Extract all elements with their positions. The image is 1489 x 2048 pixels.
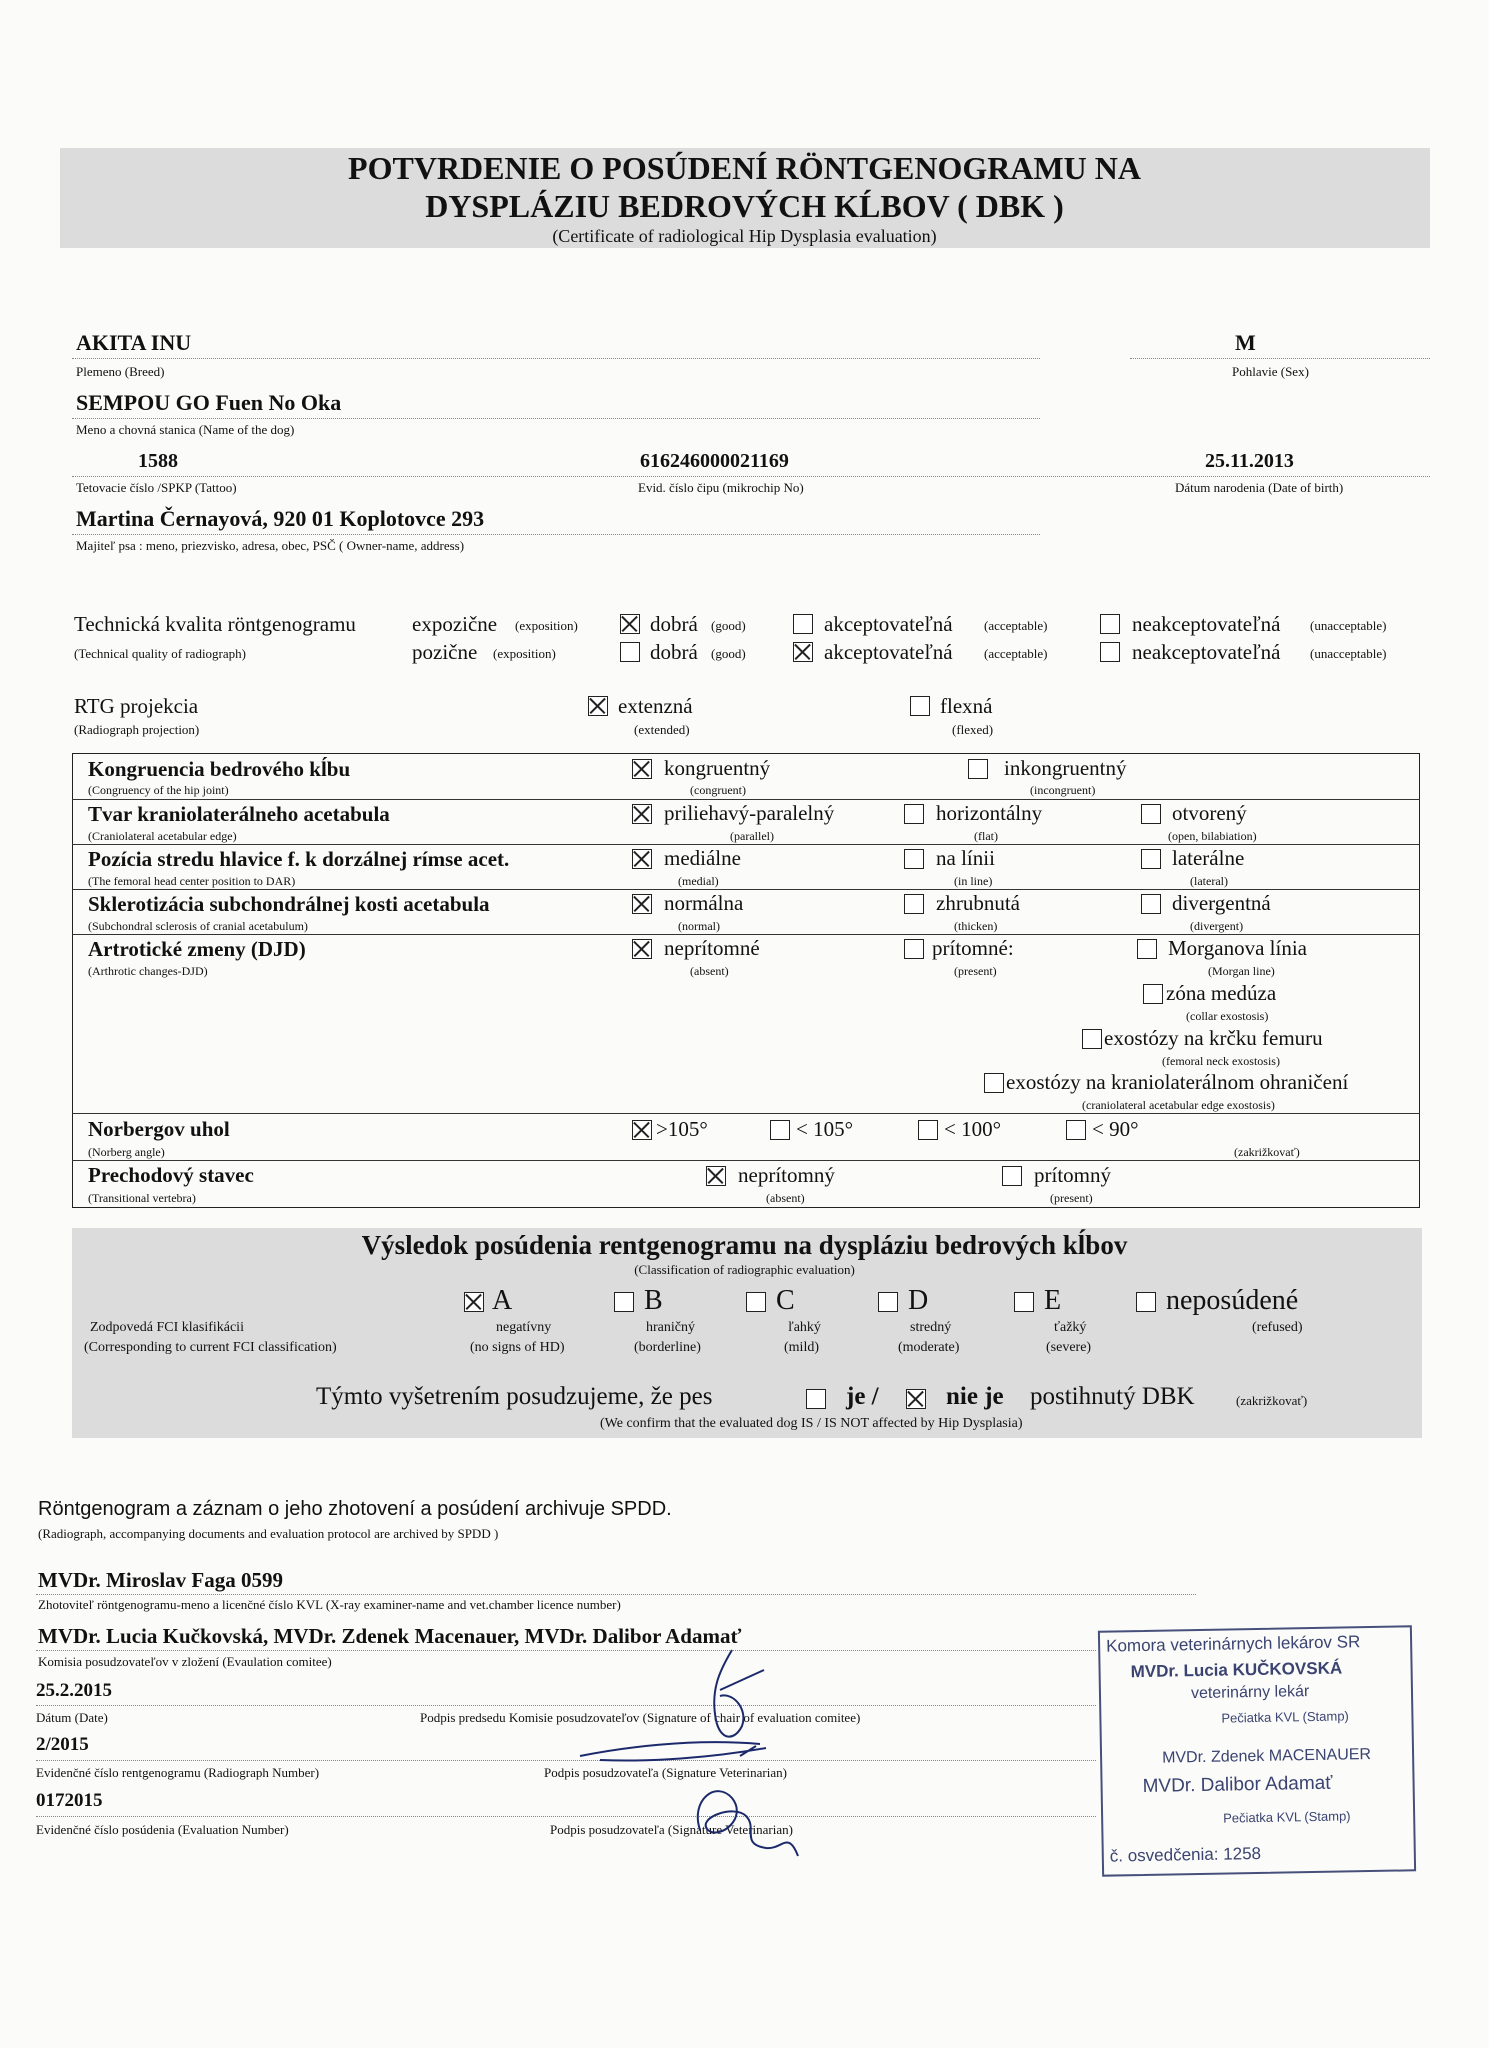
divider bbox=[72, 534, 1040, 535]
grade-e-desc-en: (severe) bbox=[1046, 1340, 1092, 1355]
inline-label: na línii bbox=[936, 846, 995, 870]
owner-value: Martina Černayová, 920 01 Koplotovce 293 bbox=[76, 506, 485, 531]
norberg-note: (zakrižkovať) bbox=[1234, 1145, 1300, 1159]
sclerosis-en: (Subchondral sclerosis of cranial acetabulum) bbox=[88, 919, 308, 933]
projection-label: RTG projekcia bbox=[74, 694, 199, 718]
result-title: Výsledok posúdenia rentgenogramu na dyspláziu bedrových kĺbov bbox=[361, 1230, 1128, 1260]
archive-text-en: (Radiograph, accompanying documents and evaluation protocol are archived by SPDD ) bbox=[38, 1526, 499, 1541]
grade-e-checkbox[interactable] bbox=[1014, 1292, 1034, 1312]
page-subtitle: (Certificate of radiological Hip Dysplasia evaluation) bbox=[552, 226, 937, 246]
djd-absent-label: neprítomné bbox=[664, 936, 760, 960]
expo-good-en: (good) bbox=[711, 618, 746, 633]
grade-d-label: D bbox=[908, 1285, 929, 1316]
congruency-label: Kongruencia bedrového kĺbu bbox=[88, 757, 351, 781]
vertebra-absent-en: (absent) bbox=[766, 1191, 805, 1205]
stamp-line-6: MVDr. Dalibor Adamať bbox=[1142, 1772, 1333, 1798]
pos-acceptable-label: akceptovateľná bbox=[824, 640, 953, 664]
parallel-en: (parallel) bbox=[730, 829, 774, 843]
incongruent-en: (incongruent) bbox=[1030, 783, 1096, 797]
thicken-checkbox[interactable] bbox=[904, 894, 924, 914]
femoral-head-en: (The femoral head center position to DAR) bbox=[88, 874, 296, 888]
incongruent-checkbox[interactable] bbox=[968, 759, 988, 779]
confirm-text: Týmto vyšetrením posudzujeme, že pes bbox=[316, 1383, 713, 1410]
femoral-neck-en: (femoral neck exostosis) bbox=[1162, 1054, 1280, 1068]
djd-label: Artrotické zmeny (DJD) bbox=[88, 937, 306, 961]
chip-label: Evid. číslo čipu (mikrochip No) bbox=[638, 480, 804, 495]
commission-label: Komisia posudzovateľov v zložení (Evaulation comitee) bbox=[38, 1654, 332, 1669]
vet1-signature-label: Podpis posudzovateľa (Signature Veterinarian) bbox=[544, 1765, 787, 1780]
fci-label: Zodpovedá FCI klasifikácii bbox=[90, 1320, 244, 1335]
vertebra-present-checkbox[interactable] bbox=[1002, 1166, 1022, 1186]
flat-checkbox[interactable] bbox=[904, 804, 924, 824]
expo-acceptable-checkbox[interactable] bbox=[793, 614, 813, 634]
collar-exostosis-en: (collar exostosis) bbox=[1186, 1009, 1269, 1023]
djd-present-label: prítomné: bbox=[932, 936, 1014, 960]
normal-checkbox[interactable] bbox=[632, 894, 652, 914]
collar-exostosis-checkbox[interactable] bbox=[1143, 984, 1163, 1004]
exposition-label: expozične bbox=[412, 612, 498, 636]
tattoo-label: Tetovacie číslo /SPKP (Tattoo) bbox=[76, 480, 237, 495]
result-title-en: (Classification of radiographic evaluation) bbox=[634, 1262, 855, 1277]
grade-b-desc-en: (borderline) bbox=[634, 1340, 701, 1355]
chip-value: 616246000021169 bbox=[640, 450, 789, 472]
parallel-label: priliehavý-paralelný bbox=[664, 801, 835, 825]
flat-label: horizontálny bbox=[936, 801, 1043, 825]
extended-en: (extended) bbox=[634, 722, 690, 737]
table-row-divider bbox=[72, 844, 1420, 845]
stamp-line-1: Komora veterinárnych lekárov SR bbox=[1105, 1632, 1361, 1656]
page-title-2: DYSPLÁZIU BEDROVÝCH KĹBOV ( DBK ) bbox=[425, 188, 1064, 224]
expo-good-label: dobrá bbox=[650, 612, 698, 636]
parallel-checkbox[interactable] bbox=[632, 804, 652, 824]
morgan-line-en: (Morgan line) bbox=[1208, 964, 1275, 978]
grade-d-desc-en: (moderate) bbox=[898, 1340, 960, 1355]
vet1-signature bbox=[580, 1742, 766, 1760]
stamp-line-3: veterinárny lekár bbox=[1190, 1683, 1310, 1703]
sclerosis-label: Sklerotizácia subchondrálnej kosti acetabula bbox=[88, 892, 490, 916]
sex-value: M bbox=[1235, 330, 1256, 355]
grade-d-checkbox[interactable] bbox=[878, 1292, 898, 1312]
acetabular-edge-checkbox[interactable] bbox=[984, 1073, 1004, 1093]
expo-good-checkbox[interactable] bbox=[620, 614, 640, 634]
vertebra-absent-checkbox[interactable] bbox=[706, 1166, 726, 1186]
breed-label: Plemeno (Breed) bbox=[76, 364, 165, 379]
djd-present-en: (present) bbox=[954, 964, 997, 978]
pos-acceptable-en: (acceptable) bbox=[984, 646, 1048, 661]
page-title: POTVRDENIE O POSÚDENÍ RÖNTGENOGRAMU NA bbox=[348, 150, 1141, 186]
signatures bbox=[520, 1630, 900, 1870]
norberg-over-105-checkbox[interactable] bbox=[632, 1120, 652, 1140]
table-row-divider bbox=[72, 1113, 1420, 1114]
confirm-text-en: (We confirm that the evaluated dog IS / IS NOT affected by Hip Dysplasia) bbox=[600, 1416, 1023, 1431]
femoral-neck-label: exostózy na krčku femuru bbox=[1104, 1026, 1323, 1050]
grade-c-label: C bbox=[776, 1285, 795, 1316]
grade-b-checkbox[interactable] bbox=[614, 1292, 634, 1312]
norberg-en: (Norberg angle) bbox=[88, 1145, 165, 1159]
djd-absent-en: (absent) bbox=[690, 964, 729, 978]
flexed-label: flexná bbox=[940, 694, 993, 718]
dog-name-label: Meno a chovná stanica (Name of the dog) bbox=[76, 422, 295, 437]
projection-label-en: (Radiograph projection) bbox=[74, 722, 200, 737]
medial-label: mediálne bbox=[664, 846, 741, 870]
flexed-checkbox[interactable] bbox=[910, 696, 930, 716]
grade-e-desc: ťažký bbox=[1054, 1320, 1087, 1335]
stamp-line-8: č. osvedčenia: 1258 bbox=[1109, 1843, 1262, 1866]
congruent-en: (congruent) bbox=[690, 783, 746, 797]
morgan-line-checkbox[interactable] bbox=[1137, 939, 1157, 959]
transitional-vertebra-en: (Transitional vertebra) bbox=[88, 1191, 196, 1205]
chamber-stamp bbox=[1098, 1625, 1416, 1876]
transitional-vertebra-label: Prechodový stavec bbox=[88, 1163, 254, 1187]
djd-absent-checkbox[interactable] bbox=[632, 939, 652, 959]
divergent-checkbox[interactable] bbox=[1141, 894, 1161, 914]
extended-checkbox[interactable] bbox=[588, 696, 608, 716]
medial-checkbox[interactable] bbox=[632, 849, 652, 869]
norberg-under-105-checkbox[interactable] bbox=[770, 1120, 790, 1140]
grade-a-label: A bbox=[492, 1285, 513, 1316]
evaluation-number-label: Evidenčné číslo posúdenia (Evaluation Number) bbox=[36, 1822, 289, 1837]
tattoo-value: 1588 bbox=[138, 450, 178, 472]
refused-desc-en: (refused) bbox=[1252, 1320, 1303, 1335]
djd-present-checkbox[interactable] bbox=[904, 939, 924, 959]
norberg-under-105-label: < 105° bbox=[796, 1117, 853, 1141]
norberg-under-90-checkbox[interactable] bbox=[1066, 1120, 1086, 1140]
grade-d-desc: stredný bbox=[910, 1320, 952, 1335]
position-label: pozične bbox=[412, 640, 478, 664]
refused-checkbox[interactable] bbox=[1136, 1292, 1156, 1312]
owner-label: Majiteľ psa : meno, priezvisko, adresa, obec, PSČ ( Owner-name, address) bbox=[76, 538, 465, 553]
stamp-line-7: Pečiatka KVL (Stamp) bbox=[1223, 1808, 1351, 1826]
norberg-under-90-label: < 90° bbox=[1092, 1117, 1139, 1141]
vet2-signature bbox=[698, 1791, 798, 1856]
confirm-note: (zakrižkovať) bbox=[1236, 1393, 1308, 1408]
norberg-label: Norbergov uhol bbox=[88, 1117, 230, 1141]
thicken-label: zhrubnutá bbox=[936, 891, 1020, 915]
confirm-text-post: postihnutý DBK bbox=[1030, 1383, 1195, 1410]
date-value: 25.2.2015 bbox=[36, 1680, 112, 1701]
thicken-en: (thicken) bbox=[954, 919, 998, 933]
collar-exostosis-label: zóna medúza bbox=[1166, 981, 1277, 1005]
expo-acceptable-en: (acceptable) bbox=[984, 618, 1048, 633]
normal-label: normálna bbox=[664, 891, 744, 915]
table-row-divider bbox=[72, 889, 1420, 890]
congruent-label: kongruentný bbox=[664, 756, 771, 780]
refused-label: neposúdené bbox=[1166, 1285, 1299, 1316]
stamp-line-2: MVDr. Lucia KUČKOVSKÁ bbox=[1130, 1658, 1343, 1682]
quality-label: Technická kvalita röntgenogramu bbox=[74, 612, 356, 636]
commission-value: MVDr. Lucia Kučkovská, MVDr. Zdenek Macenauer, MVDr. Dalibor Adamať bbox=[38, 1624, 742, 1648]
table-row-divider bbox=[72, 1160, 1420, 1161]
expo-unacceptable-checkbox[interactable] bbox=[1100, 614, 1120, 634]
acetabulum-shape-label: Tvar kraniolaterálneho acetabula bbox=[88, 802, 390, 826]
grade-e-label: E bbox=[1044, 1285, 1062, 1316]
divider bbox=[1130, 358, 1430, 359]
norberg-over-105-label: >105° bbox=[656, 1117, 708, 1141]
sex-label: Pohlavie (Sex) bbox=[1232, 364, 1309, 379]
djd-en: (Arthrotic changes-DJD) bbox=[88, 964, 208, 978]
flexed-en: (flexed) bbox=[952, 722, 994, 737]
open-en: (open, bilabiation) bbox=[1168, 829, 1257, 843]
lateral-checkbox[interactable] bbox=[1141, 849, 1161, 869]
femoral-head-label: Pozícia stredu hlavice f. k dorzálnej rímse acet. bbox=[88, 847, 510, 871]
normal-en: (normal) bbox=[678, 919, 720, 933]
table-row-divider bbox=[72, 799, 1420, 800]
inline-en: (in line) bbox=[954, 874, 993, 888]
chair-signature-label: Podpis predsedu Komisie posudzovateľov (Signature of chair of evaluation comitee) bbox=[420, 1710, 861, 1725]
divergent-en: (divergent) bbox=[1190, 919, 1244, 933]
grade-a-checkbox[interactable] bbox=[464, 1292, 484, 1312]
pos-good-en: (good) bbox=[711, 646, 746, 661]
flat-en: (flat) bbox=[974, 829, 998, 843]
divider bbox=[36, 1594, 1196, 1595]
grade-a-desc: negatívny bbox=[496, 1320, 552, 1335]
grade-a-desc-en: (no signs of HD) bbox=[470, 1340, 565, 1355]
stamp-line-4: Pečiatka KVL (Stamp) bbox=[1221, 1708, 1349, 1726]
vertebra-present-label: prítomný bbox=[1034, 1163, 1111, 1187]
acetabulum-shape-en: (Craniolateral acetabular edge) bbox=[88, 829, 237, 843]
examiner-label: Zhotoviteľ röntgenogramu-meno a licenčné číslo KVL (X-ray examiner-name and vet.chamber licence number) bbox=[38, 1597, 621, 1612]
dob-label: Dátum narodenia (Date of birth) bbox=[1175, 480, 1344, 495]
pos-unacceptable-label: neakceptovateľná bbox=[1132, 640, 1281, 664]
expo-acceptable-label: akceptovateľná bbox=[824, 612, 953, 636]
evaluation-number-value: 0172015 bbox=[36, 1790, 103, 1811]
pos-unacceptable-checkbox[interactable] bbox=[1100, 642, 1120, 662]
vertebra-absent-label: neprítomný bbox=[738, 1163, 835, 1187]
pos-unacceptable-en: (unacceptable) bbox=[1310, 646, 1387, 661]
divider bbox=[72, 418, 1040, 419]
pos-good-label: dobrá bbox=[650, 640, 698, 664]
divergent-label: divergentná bbox=[1172, 891, 1271, 915]
medial-en: (medial) bbox=[678, 874, 719, 888]
inline-checkbox[interactable] bbox=[904, 849, 924, 869]
vet2-signature-label: Podpis posudzovateľa (Signature Veterinarian) bbox=[550, 1822, 793, 1837]
is-affected-checkbox[interactable] bbox=[806, 1389, 826, 1409]
lateral-en: (lateral) bbox=[1190, 874, 1228, 888]
grade-b-label: B bbox=[644, 1285, 663, 1316]
femoral-neck-checkbox[interactable] bbox=[1082, 1029, 1102, 1049]
congruent-checkbox[interactable] bbox=[632, 759, 652, 779]
extended-label: extenzná bbox=[618, 694, 693, 718]
divider bbox=[72, 358, 1040, 359]
norberg-under-100-label: < 100° bbox=[944, 1117, 1001, 1141]
pos-good-checkbox[interactable] bbox=[620, 642, 640, 662]
divider bbox=[72, 476, 1430, 477]
dob-value: 25.11.2013 bbox=[1205, 450, 1294, 472]
lateral-label: laterálne bbox=[1172, 846, 1245, 870]
exposition-label-en: (exposition) bbox=[515, 618, 578, 633]
grade-c-desc: ľahký bbox=[788, 1320, 821, 1335]
chair-signature bbox=[714, 1650, 764, 1737]
radiograph-number-value: 2/2015 bbox=[36, 1734, 89, 1755]
fci-label-en: (Corresponding to current FCI classification) bbox=[84, 1340, 337, 1355]
pos-acceptable-checkbox[interactable] bbox=[793, 642, 813, 662]
incongruent-label: inkongruentný bbox=[1004, 756, 1127, 780]
grade-b-desc: hraničný bbox=[646, 1320, 695, 1335]
examiner-value: MVDr. Miroslav Faga 0599 bbox=[38, 1568, 283, 1592]
quality-label-en: (Technical quality of radiograph) bbox=[74, 646, 246, 661]
vertebra-present-en: (present) bbox=[1050, 1191, 1093, 1205]
radiograph-number-label: Evidenčné číslo rentgenogramu (Radiograph Number) bbox=[36, 1765, 320, 1780]
is-affected-label: je / bbox=[846, 1383, 879, 1410]
is-not-affected-label: nie je bbox=[946, 1383, 1004, 1410]
norberg-under-100-checkbox[interactable] bbox=[918, 1120, 938, 1140]
dog-name-value: SEMPOU GO Fuen No Oka bbox=[76, 390, 342, 415]
expo-unacceptable-label: neakceptovateľná bbox=[1132, 612, 1281, 636]
stamp-line-5: MVDr. Zdenek MACENAUER bbox=[1161, 1746, 1372, 1767]
grade-c-checkbox[interactable] bbox=[746, 1292, 766, 1312]
open-checkbox[interactable] bbox=[1141, 804, 1161, 824]
breed-value: AKITA INU bbox=[76, 330, 192, 355]
acetabular-edge-en: (craniolateral acetabular edge exostosis) bbox=[1082, 1098, 1275, 1112]
position-label-en: (exposition) bbox=[493, 646, 556, 661]
grade-c-desc-en: (mild) bbox=[784, 1340, 819, 1355]
is-not-affected-checkbox[interactable] bbox=[906, 1389, 926, 1409]
acetabular-edge-label: exostózy na kraniolaterálnom ohraničení bbox=[1006, 1070, 1349, 1094]
table-row-divider bbox=[72, 934, 1420, 935]
archive-text: Röntgenogram a záznam o jeho zhotovení a posúdení archivuje SPDD. bbox=[38, 1498, 672, 1520]
expo-unacceptable-en: (unacceptable) bbox=[1310, 618, 1387, 633]
date-label: Dátum (Date) bbox=[36, 1710, 108, 1725]
congruency-label-en: (Congruency of the hip joint) bbox=[88, 783, 229, 797]
morgan-line-label: Morganova línia bbox=[1168, 936, 1308, 960]
open-label: otvorený bbox=[1172, 801, 1247, 825]
